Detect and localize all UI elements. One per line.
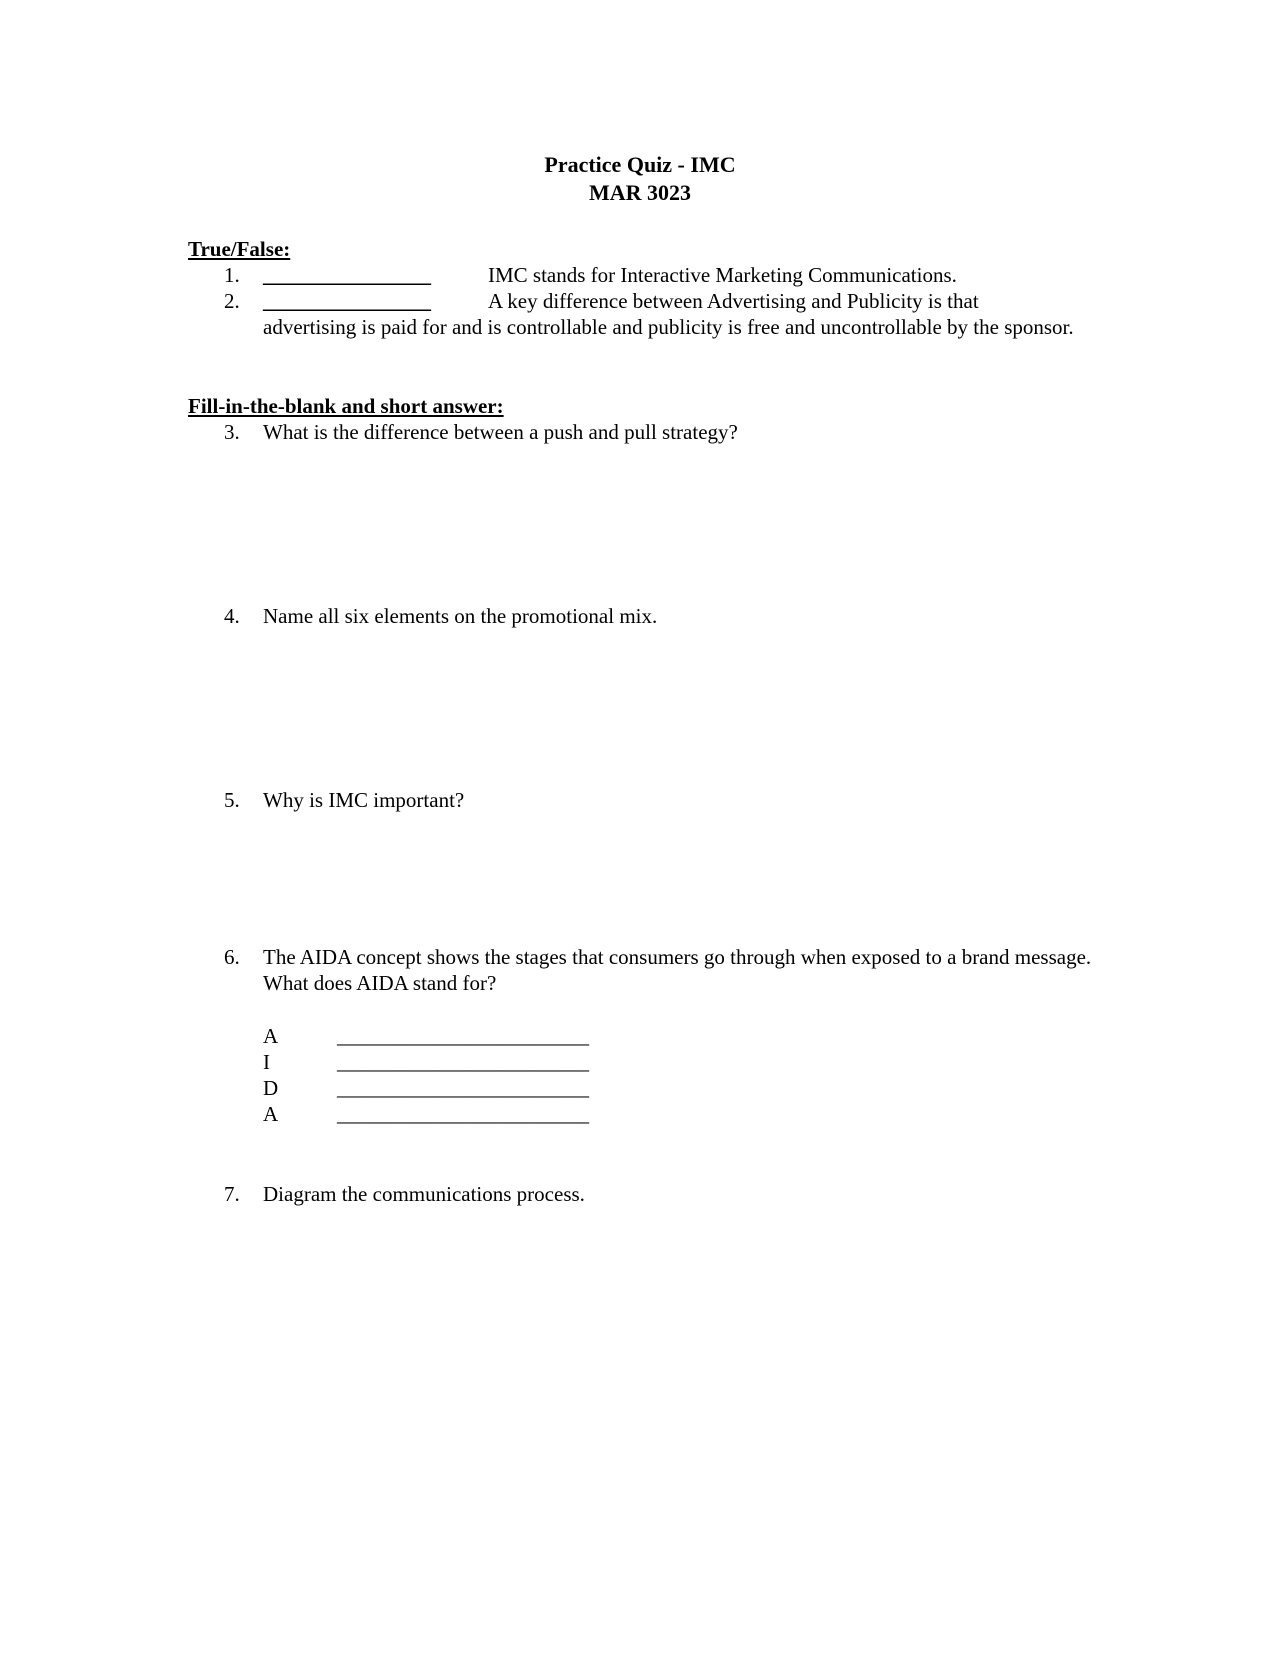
- question-5-text: Why is IMC important?: [263, 788, 465, 812]
- page-title: Practice Quiz - IMC: [544, 152, 736, 177]
- title-block: [0, 151, 1280, 207]
- question-7-text: Diagram the communications process.: [263, 1182, 585, 1206]
- aida-letter-i: I: [263, 1050, 270, 1074]
- question-1-answer-blank[interactable]: ________________: [263, 263, 431, 287]
- true-false-heading: True/False:: [188, 237, 291, 261]
- question-3-text: What is the difference between a push and pull strategy?: [263, 420, 738, 444]
- question-6-number: 6.: [224, 945, 240, 969]
- question-2-statement-continued: advertising is paid for and is controllable and publicity is free and uncontrollable by the sponsor.: [263, 315, 1074, 339]
- question-2-statement: A key difference between Advertising and Publicity is that: [488, 289, 979, 313]
- question-1-number: 1.: [224, 263, 240, 287]
- question-4-number: 4.: [224, 604, 240, 628]
- question-5-number: 5.: [224, 788, 240, 812]
- aida-letter-d: D: [263, 1076, 279, 1100]
- course-code: MAR 3023: [588, 180, 692, 205]
- short-answer-heading: Fill-in-the-blank and short answer:: [188, 394, 504, 418]
- question-2-number: 2.: [224, 289, 240, 313]
- question-2-answer-blank[interactable]: ________________: [263, 289, 431, 313]
- aida-letter-a2: A: [263, 1102, 279, 1126]
- aida-answer-blank-a1[interactable]: ________________________: [337, 1024, 589, 1048]
- aida-answer-blank-i[interactable]: ________________________: [337, 1050, 589, 1074]
- question-1-statement: IMC stands for Interactive Marketing Communications.: [488, 263, 957, 287]
- aida-answer-blank-a2[interactable]: ________________________: [337, 1102, 589, 1126]
- aida-answer-blank-d[interactable]: ________________________: [337, 1076, 589, 1100]
- aida-letter-a1: A: [263, 1024, 279, 1048]
- question-6-text: The AIDA concept shows the stages that consumers go through when exposed to a brand message. What does AIDA stand for?: [263, 945, 1092, 995]
- question-3-number: 3.: [224, 420, 240, 444]
- question-7-number: 7.: [224, 1182, 240, 1206]
- question-4-text: Name all six elements on the promotional mix.: [263, 604, 658, 628]
